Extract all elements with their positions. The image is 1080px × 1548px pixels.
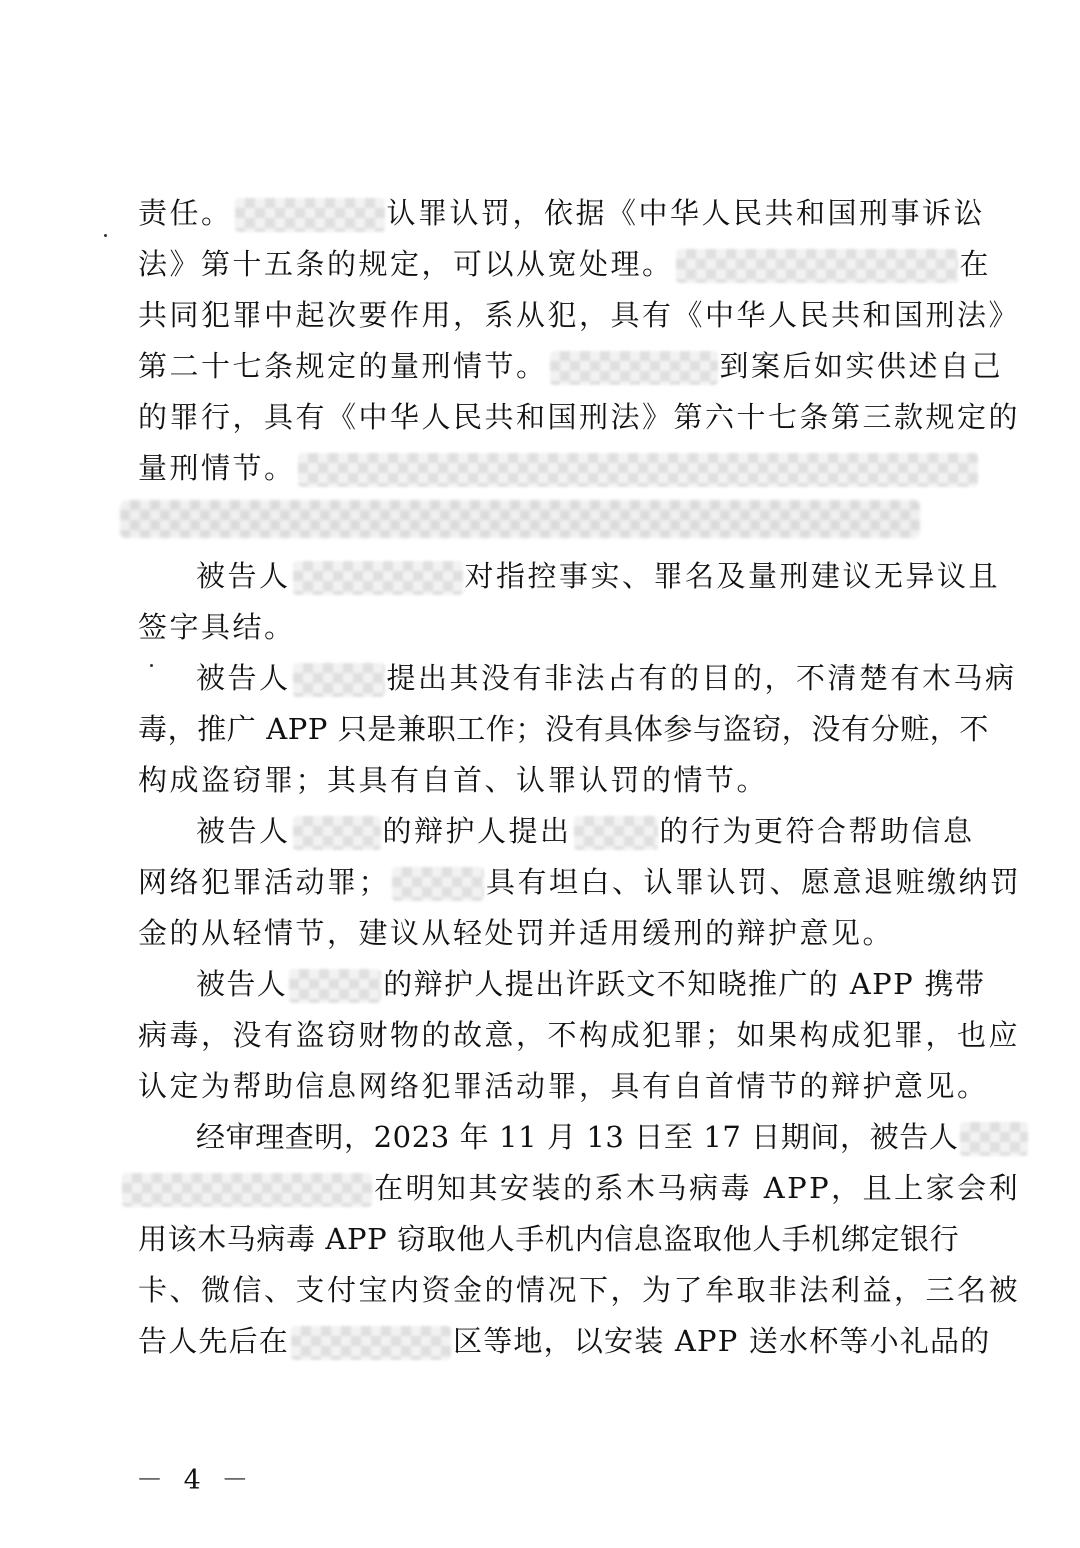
redaction-mask bbox=[289, 969, 381, 1003]
text-run: 量刑情节。 bbox=[138, 451, 296, 485]
text-run: 被告人 bbox=[196, 661, 291, 695]
text-run: 对指控事实、罪名及量刑建议无异议且 bbox=[464, 559, 1001, 593]
redaction-mask bbox=[293, 663, 385, 697]
text-run: 责任。 bbox=[138, 196, 233, 230]
text-run: 认罪认罚，依据《中华人民共和国刑事诉讼 bbox=[386, 196, 986, 230]
redaction-mask bbox=[293, 816, 381, 850]
text-run: 用该木马病毒 APP 窃取他人手机内信息盗取他人手机绑定银行 bbox=[138, 1222, 960, 1256]
text-run: 在 bbox=[959, 247, 992, 281]
text-run: 的辩护人提出 bbox=[382, 814, 572, 848]
page-number: － 4 － bbox=[136, 1465, 255, 1496]
text-run: 的罪行，具有《中华人民共和国刑法》第六十七条第三款规定的 bbox=[138, 400, 1021, 434]
text-run: 网络犯罪活动罪； bbox=[138, 865, 391, 899]
redaction-mask bbox=[574, 816, 658, 850]
text-run: 构成盗窃罪；其具有自首、认罪认罚的情节。 bbox=[138, 763, 769, 797]
text-run: 在明知其安装的系木马病毒 APP，且上家会利 bbox=[374, 1171, 1021, 1205]
redaction-mask bbox=[122, 1173, 372, 1207]
text-line bbox=[138, 755, 978, 806]
text-line bbox=[138, 1214, 978, 1265]
text-line bbox=[138, 653, 1017, 704]
text-run: 具有坦白、认罪认罚、愿意退赃缴纳罚 bbox=[486, 865, 1022, 899]
text-run: 认定为帮助信息网络犯罪活动罪，具有自首情节的辩护意见。 bbox=[138, 1069, 989, 1103]
text-run: 的辩护人提出许跃文不知晓推广的 APP 携带 bbox=[383, 967, 986, 1001]
redaction-mask bbox=[235, 198, 385, 232]
text-line bbox=[138, 1265, 1021, 1316]
text-run: 被告人 bbox=[196, 967, 288, 1001]
text-line bbox=[138, 551, 1001, 602]
redaction-mask bbox=[298, 453, 978, 487]
text-run: 区等地，以安装 APP 送水杯等小礼品的 bbox=[453, 1324, 991, 1358]
text-run: 法》第十五条的规定，可以从宽处理。 bbox=[138, 247, 674, 281]
redaction-mask bbox=[676, 249, 958, 283]
redaction-mask bbox=[120, 500, 920, 538]
text-run: 卡、微信、支付宝内资金的情况下，为了牟取非法利益，三名被 bbox=[138, 1273, 1021, 1307]
redaction-mask bbox=[960, 1122, 1028, 1156]
redaction-mask bbox=[291, 1326, 451, 1360]
scan-speck bbox=[104, 234, 107, 237]
redaction-mask bbox=[392, 867, 484, 901]
text-line bbox=[138, 341, 1004, 392]
text-run: 毒，推广 APP 只是兼职工作；没有具体参与盗窃，没有分赃，不 bbox=[138, 712, 990, 746]
text-line bbox=[138, 602, 978, 653]
body-text bbox=[138, 188, 1022, 1367]
text-line bbox=[138, 908, 978, 959]
text-line bbox=[138, 959, 986, 1010]
text-line bbox=[138, 806, 978, 857]
text-line bbox=[138, 1316, 991, 1367]
text-run: 被告人 bbox=[196, 559, 291, 593]
text-run: 告人先后在 bbox=[138, 1324, 290, 1358]
text-line bbox=[138, 1010, 1021, 1061]
text-run: 的行为更符合帮助信息 bbox=[659, 814, 975, 848]
text-run: 病毒，没有盗窃财物的故意，不构成犯罪；如果构成犯罪，也应 bbox=[138, 1018, 1021, 1052]
text-line bbox=[138, 239, 992, 290]
text-run: 金的从轻情节，建议从轻处罚并适用缓刑的辩护意见。 bbox=[138, 916, 895, 950]
redaction-mask bbox=[293, 561, 463, 595]
text-run: 被告人 bbox=[196, 814, 291, 848]
text-line bbox=[120, 500, 920, 551]
text-run: 共同犯罪中起次要作用，系从犯，具有《中华人民共和国刑法》 bbox=[138, 298, 1021, 332]
text-line bbox=[120, 1163, 1021, 1214]
text-line bbox=[138, 290, 1021, 341]
text-line bbox=[138, 392, 1021, 443]
text-line bbox=[138, 188, 986, 239]
text-run: 签字具结。 bbox=[138, 610, 296, 644]
text-run: 经审理查明，2023 年 11 月 13 日至 17 日期间，被告人 bbox=[196, 1120, 959, 1154]
text-line bbox=[138, 443, 978, 494]
text-run: 提出其没有非法占有的目的，不清楚有木马病 bbox=[386, 661, 1017, 695]
text-run: 到案后如实供述自己 bbox=[719, 349, 1004, 383]
text-line bbox=[138, 1112, 978, 1163]
text-line bbox=[138, 704, 990, 755]
text-line bbox=[138, 857, 1022, 908]
text-line bbox=[138, 1061, 989, 1112]
redaction-mask bbox=[550, 351, 718, 385]
text-run: 第二十七条规定的量刑情节。 bbox=[138, 349, 548, 383]
